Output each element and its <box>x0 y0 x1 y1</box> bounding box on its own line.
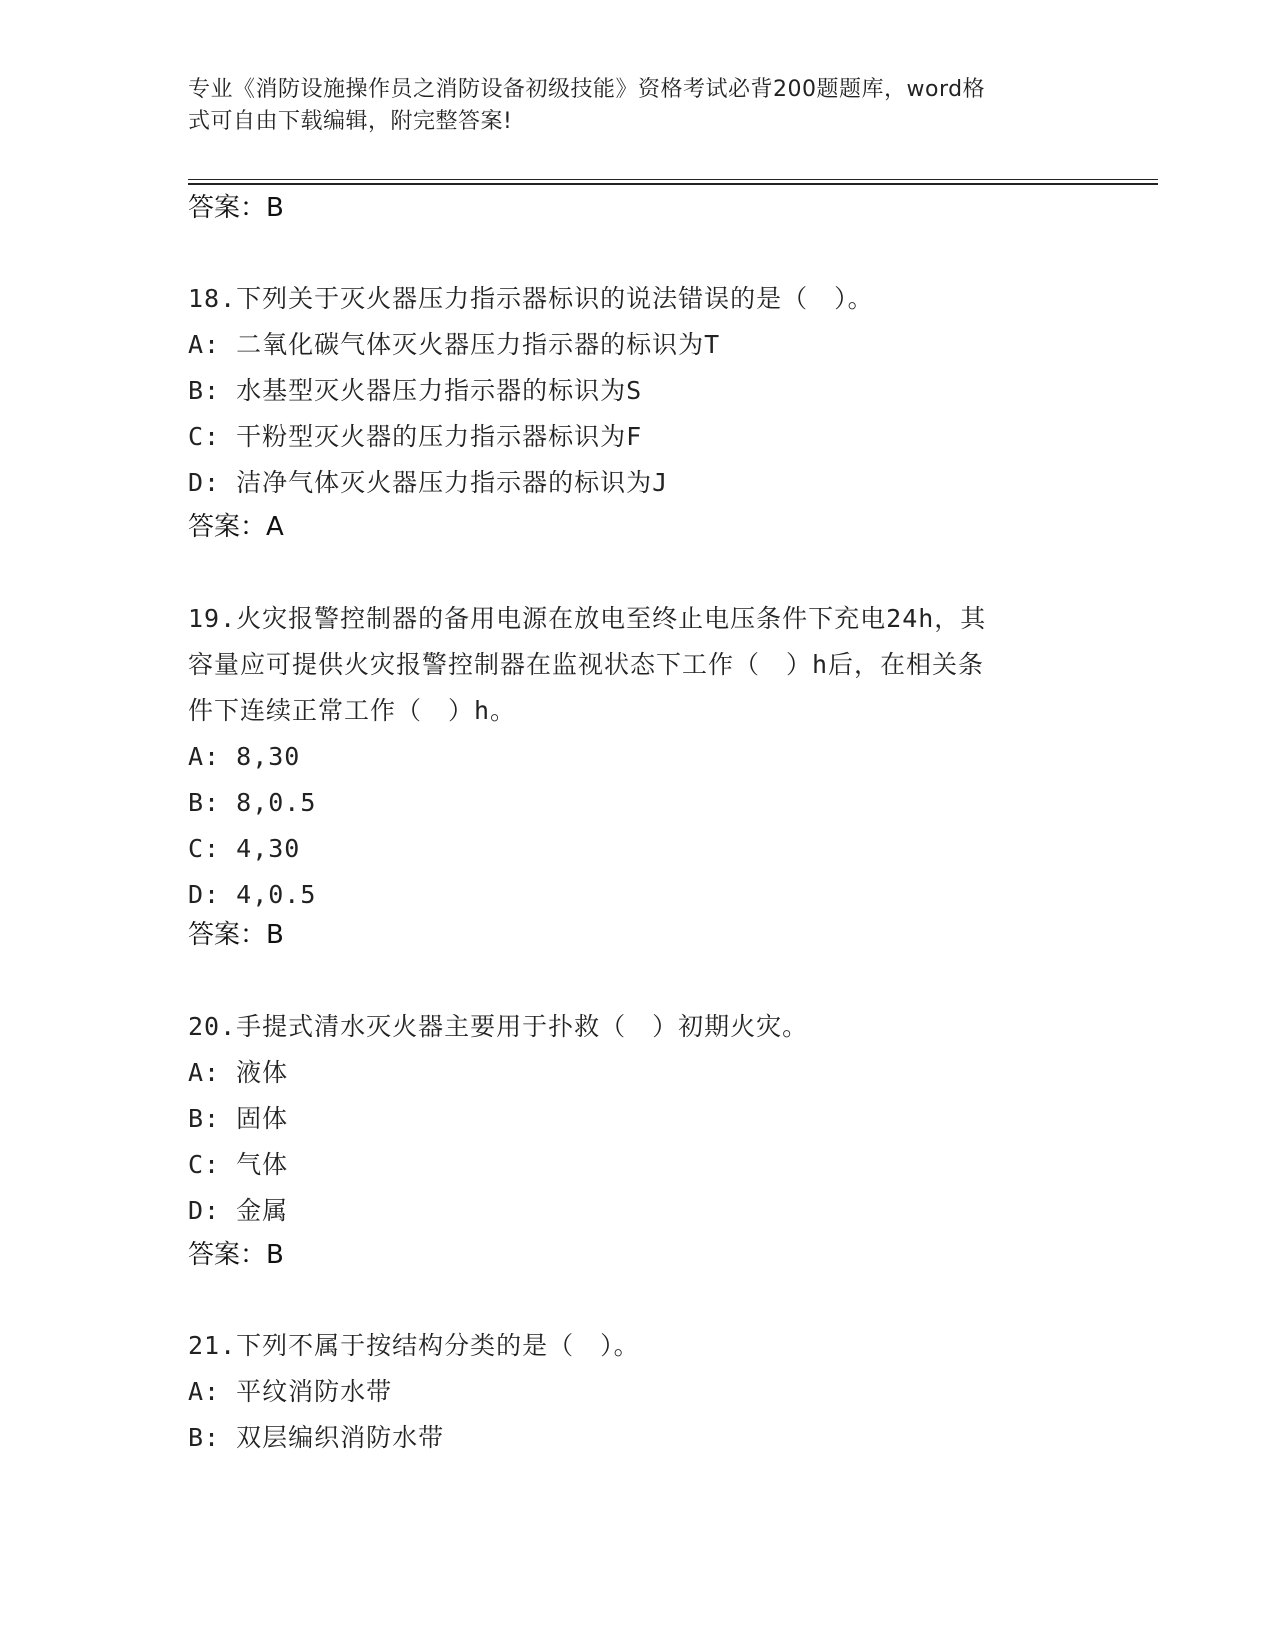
option-c: C: 气体 <box>188 1150 289 1179</box>
option-b: B: 固体 <box>188 1104 289 1133</box>
header-divider-thin <box>188 179 1158 180</box>
option-d: D: 洁净气体灭火器压力指示器的标识为J <box>188 468 669 497</box>
question-stem-line-2: 容量应可提供火灾报警控制器在监视状态下工作（ ）h后，在相关条 <box>188 650 985 679</box>
option-b: B: 双层编织消防水带 <box>188 1423 445 1452</box>
header-line-1: 专业《消防设施操作员之消防设备初级技能》资格考试必背200题题库，word格 <box>188 77 986 102</box>
document-header <box>188 74 1088 138</box>
answer-19: 答案：B <box>188 920 284 950</box>
option-d: D: 4,0.5 <box>188 880 317 909</box>
option-a: A: 平纹消防水带 <box>188 1377 393 1406</box>
option-a: A: 8,30 <box>188 742 301 771</box>
option-c: C: 4,30 <box>188 834 301 863</box>
question-stem-line-3: 件下连续正常工作（ ）h。 <box>188 696 517 725</box>
question-stem: 20.手提式清水灭火器主要用于扑救（ ）初期火灾。 <box>188 1012 809 1041</box>
question-stem-line-1: 19.火灾报警控制器的备用电源在放电至终止电压条件下充电24h，其 <box>188 604 987 633</box>
answer-18: 答案：A <box>188 512 284 542</box>
question-21 <box>188 1323 1088 1461</box>
option-b: B: 8,0.5 <box>188 788 317 817</box>
question-stem: 18.下列关于灭火器压力指示器标识的说法错误的是（ ）。 <box>188 284 874 313</box>
question-stem: 21.下列不属于按结构分类的是（ ）。 <box>188 1331 640 1360</box>
header-line-2: 式可自由下载编辑，附完整答案! <box>188 109 513 134</box>
option-a: A: 液体 <box>188 1058 289 1087</box>
option-c: C: 干粉型灭火器的压力指示器标识为F <box>188 422 643 451</box>
answer-17: 答案：B <box>188 193 284 223</box>
option-a: A: 二氧化碳气体灭火器压力指示器的标识为T <box>188 330 721 359</box>
question-19 <box>188 596 1088 918</box>
question-18 <box>188 276 1088 506</box>
question-20 <box>188 1004 1088 1234</box>
option-b: B: 水基型灭火器压力指示器的标识为S <box>188 376 643 405</box>
answer-20: 答案：B <box>188 1240 284 1270</box>
option-d: D: 金属 <box>188 1196 289 1225</box>
header-divider-thick <box>188 183 1158 185</box>
